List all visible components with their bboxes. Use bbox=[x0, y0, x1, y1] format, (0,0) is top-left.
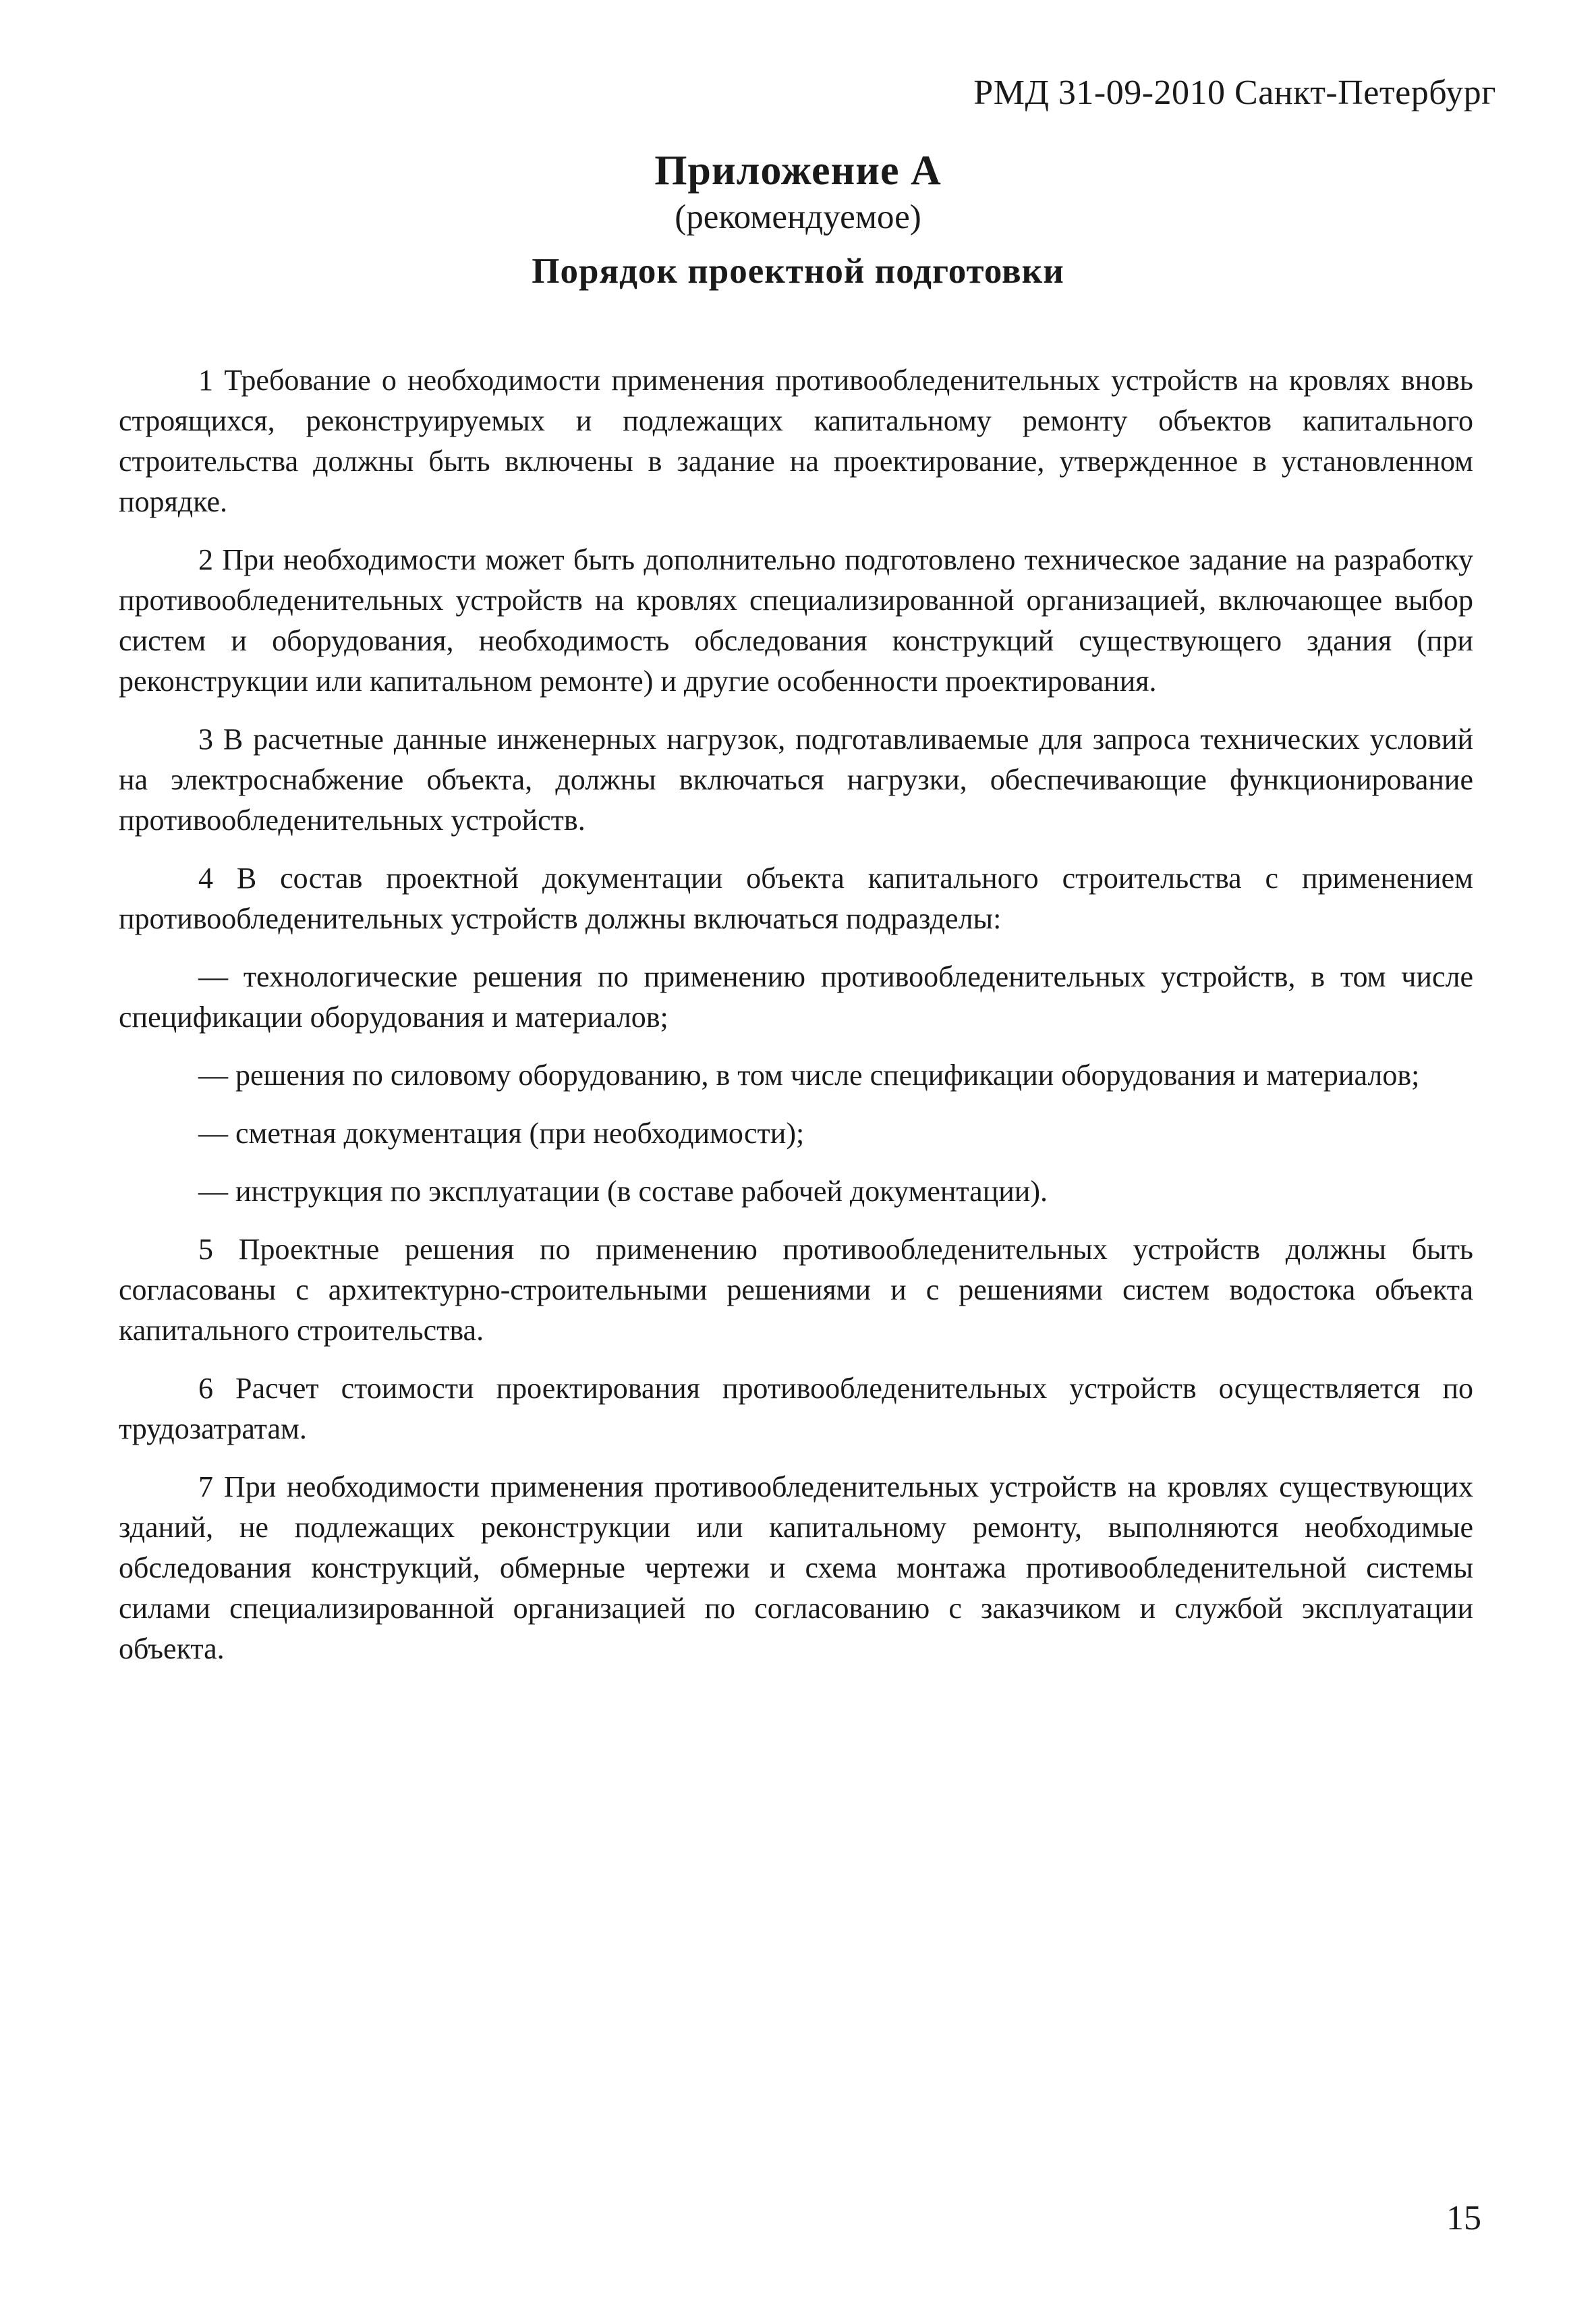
document-header: РМД 31-09-2010 Санкт-Петербург bbox=[973, 74, 1496, 112]
list-item: — решения по силовому оборудованию, в том числе спецификации оборудования и материалов; bbox=[198, 1059, 1420, 1092]
paragraph-5: 5 Проектные решения по применению противообледенительных устройств должны быть согласованы с архитектурно-строительными решениями и с решениями систем водостока объекта капитального строительства. bbox=[119, 1233, 1473, 1347]
document-body bbox=[119, 360, 1473, 1687]
paragraph-1: 1 Требование о необходимости применения противообледенительных устройств на кровлях вновь строящихся, реконструируемых и подлежащих капитальному ремонту объектов капитального строительства должны быть включены в задание на проектирование, утвержденное в установленном порядке. bbox=[119, 364, 1473, 518]
paragraph-4: 4 В состав проектной документации объекта капитального строительства с применением противообледенительных устройств должны включаться подразделы: bbox=[119, 862, 1473, 935]
list-item: — сметная документация (при необходимости); bbox=[198, 1117, 805, 1150]
paragraph-2: 2 При необходимости может быть дополнительно подготовлено техническое задание на разработку противообледенительных устройств на кровлях специализированной организацией, включающее выбор систем и оборудования, необходимость обследования конструкций существующего здания (при реконструкции или капитальном ремонте) и другие особенности проектирования. bbox=[119, 543, 1473, 698]
section-title: Порядок проектной подготовки bbox=[532, 252, 1064, 291]
paragraph-6: 6 Расчет стоимости проектирования противообледенительных устройств осуществляется по трудозатратам. bbox=[119, 1372, 1473, 1445]
list-item: — технологические решения по применению противообледенительных устройств, в том числе спецификации оборудования и материалов; bbox=[119, 960, 1473, 1034]
appendix-title: Приложение А bbox=[654, 148, 942, 194]
list-item: — инструкция по эксплуатации (в составе рабочей документации). bbox=[198, 1175, 1048, 1208]
appendix-note: (рекомендуемое) bbox=[675, 198, 921, 236]
page-number: 15 bbox=[1446, 2199, 1481, 2237]
paragraph-3: 3 В расчетные данные инженерных нагрузок, подготавливаемые для запроса технических условий на электроснабжение объекта, должны включаться нагрузки, обеспечивающие функционирование противообледенительных устройств. bbox=[119, 723, 1473, 837]
paragraph-7: 7 При необходимости применения противообледенительных устройств на кровлях существующих зданий, не подлежащих реконструкции или капитальному ремонту, выполняются необходимые обследования конструкций, обмерные чертежи и схема монтажа противообледенительной системы силами специализированной организацией по согласованию с заказчиком и службой эксплуатации объекта. bbox=[119, 1470, 1473, 1665]
